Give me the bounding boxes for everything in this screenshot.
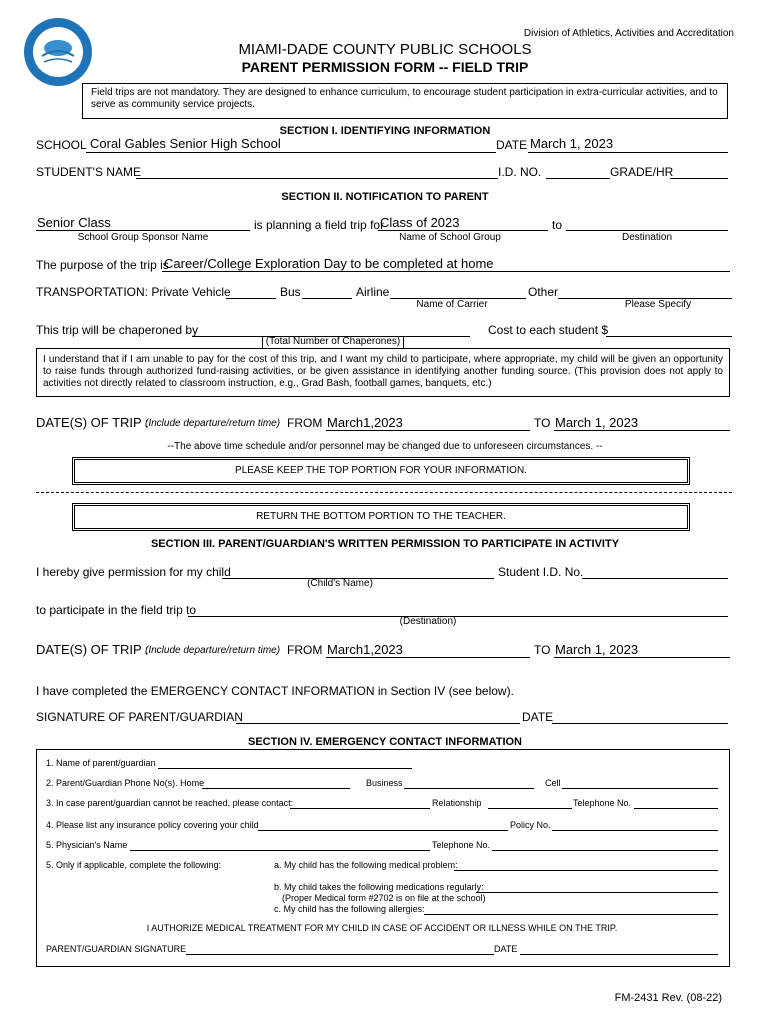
destination-caption-3: (Destination) — [399, 616, 457, 627]
date-line[interactable] — [528, 152, 728, 153]
division-label: Division of Athletics, Activities and Accreditation — [523, 28, 734, 39]
physician-telephone-label: Telephone No. — [432, 840, 491, 850]
school-value: Coral Gables Senior High School — [90, 136, 281, 151]
keep-top-box — [72, 457, 690, 485]
return-bottom-box — [72, 503, 690, 531]
to-value: March 1, 2023 — [555, 415, 639, 430]
insurance-line[interactable] — [258, 830, 508, 831]
home-phone-line[interactable] — [202, 788, 350, 789]
child-caption: (Child's Name) — [307, 578, 373, 589]
funding-note-box — [36, 348, 730, 397]
to-line-3[interactable] — [554, 657, 730, 658]
from-value: March1,2023 — [327, 415, 403, 430]
grade-line[interactable] — [670, 178, 728, 179]
medical-b-label: b. My child takes the following medications regularly: — [274, 882, 484, 892]
group-caption: Name of School Group — [399, 232, 501, 243]
school-group-line[interactable] — [378, 230, 548, 231]
sponsor-line[interactable] — [36, 230, 250, 231]
bus-label: Bus — [280, 285, 301, 299]
medical-c-line[interactable] — [424, 914, 718, 915]
from-label-3: FROM — [287, 643, 323, 657]
school-label: SCHOOL — [36, 138, 87, 152]
authorize-text: I AUTHORIZE MEDICAL TREATMENT FOR MY CHILD IN CASE OF ACCIDENT OR ILLNESS WHILE ON THE TRIP. — [146, 923, 618, 933]
chaperone-label: This trip will be chaperoned by — [36, 323, 199, 337]
business-phone-line[interactable] — [404, 788, 534, 789]
trip-dates-label-3: DATE(S) OF TRIP : — [36, 642, 149, 657]
policy-line[interactable] — [552, 830, 718, 831]
purpose-value: Career/College Exploration Day to be completed at home — [164, 256, 494, 271]
student-id-line[interactable] — [582, 578, 728, 579]
return-bottom-text: RETURN THE BOTTOM PORTION TO THE TEACHER. — [256, 511, 506, 522]
medical-b-note: (Proper Medical form #2702 is on file at the school) — [282, 893, 486, 903]
id-label: I.D. NO. — [498, 165, 542, 179]
physician-line[interactable] — [130, 850, 430, 851]
private-vehicle-line[interactable] — [226, 298, 276, 299]
participate-label: to participate in the field trip to — [36, 603, 197, 617]
specify-caption: Please Specify — [624, 299, 692, 310]
relationship-line[interactable] — [488, 808, 572, 809]
parent-date-line[interactable] — [520, 954, 718, 955]
destination-caption: Destination — [621, 232, 673, 243]
cell-label: Cell — [545, 778, 561, 788]
transport-label: TRANSPORTATION: Private Vehicle — [36, 285, 231, 299]
purpose-line[interactable] — [162, 271, 730, 272]
parent-signature-line[interactable] — [186, 954, 494, 955]
from-line-3[interactable] — [326, 657, 530, 658]
form-number: FM-2431 Rev. (08-22) — [614, 992, 722, 1004]
section-2-title: SECTION II. NOTIFICATION TO PARENT — [281, 191, 489, 203]
item-5-label: 5. Physician's Name — [46, 840, 128, 850]
item-2-label: 2. Parent/Guardian Phone No(s). Home — [46, 778, 205, 788]
from-label: FROM — [287, 416, 323, 430]
relationship-label: Relationship — [432, 798, 482, 808]
student-name-line[interactable] — [136, 178, 498, 179]
carrier-caption: Name of Carrier — [416, 299, 488, 310]
keep-top-text: PLEASE KEEP THE TOP PORTION FOR YOUR INFORMATION. — [235, 465, 527, 476]
tear-line — [36, 492, 732, 493]
bus-line[interactable] — [302, 298, 352, 299]
cell-phone-line[interactable] — [562, 788, 718, 789]
trip-dates-label: DATE(S) OF TRIP : — [36, 415, 149, 430]
school-line[interactable] — [86, 152, 496, 153]
intro-note-box — [82, 83, 728, 119]
airline-label: Airline — [356, 285, 390, 299]
item-3-label: 3. In case parent/guardian cannot be reached, please contact: — [46, 798, 294, 808]
medical-a-label: a. My child has the following medical problem: — [274, 860, 458, 870]
student-name-label: STUDENT'S NAME — [36, 165, 141, 179]
org-title: MIAMI-DADE COUNTY PUBLIC SCHOOLS — [238, 41, 532, 58]
business-label: Business — [366, 778, 403, 788]
signature-line[interactable] — [236, 723, 520, 724]
section-4-title: SECTION IV. EMERGENCY CONTACT INFORMATION — [248, 736, 522, 748]
id-line[interactable] — [546, 178, 610, 179]
physician-telephone-line[interactable] — [492, 850, 718, 851]
signature-date-label: DATE — [522, 710, 554, 724]
parent-signature-label: PARENT/GUARDIAN SIGNATURE — [46, 944, 187, 954]
telephone-label: Telephone No. — [573, 798, 632, 808]
intro-note: Field trips are not mandatory. They are designed to enhance curriculum, to encourage student participation in extra-curricular activities, and to serve as community service projects. — [91, 87, 718, 110]
to-label-3: TO — [534, 643, 551, 657]
emergency-note: I have completed the EMERGENCY CONTACT INFORMATION in Section IV (see below). — [36, 684, 514, 698]
school-group-value: Class of 2023 — [380, 215, 460, 230]
form-title: PARENT PERMISSION FORM -- FIELD TRIP — [241, 59, 529, 75]
student-id-label: Student I.D. No. — [498, 565, 584, 579]
signature-label: SIGNATURE OF PARENT/GUARDIAN — [36, 710, 243, 724]
to-value-3: March 1, 2023 — [555, 642, 639, 657]
policy-label: Policy No. — [510, 820, 551, 830]
date-value: March 1, 2023 — [530, 136, 614, 151]
section-3-title: SECTION III. PARENT/GUARDIAN'S WRITTEN PERMISSION TO PARTICIPATE IN ACTIVITY — [150, 538, 620, 550]
contact-line[interactable] — [290, 808, 430, 809]
grade-label: GRADE/HR — [610, 165, 674, 179]
sponsor-value: Senior Class — [37, 215, 111, 230]
section-1-title: SECTION I. IDENTIFYING INFORMATION — [279, 125, 491, 137]
item-4-label: 4. Please list any insurance policy covering your child — [46, 820, 259, 830]
destination-line[interactable] — [566, 230, 728, 231]
contact-telephone-line[interactable] — [634, 808, 718, 809]
other-label: Other — [528, 285, 559, 299]
from-line[interactable] — [326, 430, 530, 431]
signature-date-line[interactable] — [552, 723, 728, 724]
trip-dates-hint-3: (Include departure/return time) — [145, 645, 281, 656]
sponsor-caption: School Group Sponsor Name — [77, 232, 209, 243]
planning-text: is planning a field trip for — [254, 218, 385, 232]
medical-b-line[interactable] — [476, 892, 718, 893]
item-6-label: 5. Only if applicable, complete the following: — [46, 860, 222, 870]
to-line[interactable] — [554, 430, 730, 431]
schedule-note: --The above time schedule and/or personnel may be changed due to unforeseen circumstances. -- — [167, 441, 603, 452]
chaperone-caption: (Total Number of Chaperones) — [265, 336, 401, 347]
to-label: TO — [534, 416, 551, 430]
permission-label: I hereby give permission for my child — [36, 565, 231, 579]
purpose-label: The purpose of the trip is — [36, 258, 169, 272]
trip-dates-hint: (Include departure/return time) — [145, 418, 281, 429]
parent-date-label: DATE — [494, 944, 518, 954]
funding-note: I understand that if I am unable to pay for the cost of this trip, and I want my child to participate, where appropriate, my child will be given an opportunity to raise funds through authorized fund-raising activities, or be given assistance in identifying another funding source. (This provision does not apply to activities not directly related to classroom instruction, e.g., Grad Bash, football games, banquets, etc.) — [43, 354, 723, 389]
item-1-line[interactable] — [158, 768, 412, 769]
from-value-3: March1,2023 — [327, 642, 403, 657]
cost-label: Cost to each student $ — [488, 323, 609, 337]
medical-a-line[interactable] — [454, 870, 718, 871]
medical-c-label: c. My child has the following allergies: — [274, 904, 425, 914]
cost-line[interactable] — [606, 336, 732, 337]
date-label: DATE — [496, 138, 528, 152]
item-1-label: 1. Name of parent/guardian — [46, 758, 156, 768]
to-text: to — [552, 218, 563, 232]
